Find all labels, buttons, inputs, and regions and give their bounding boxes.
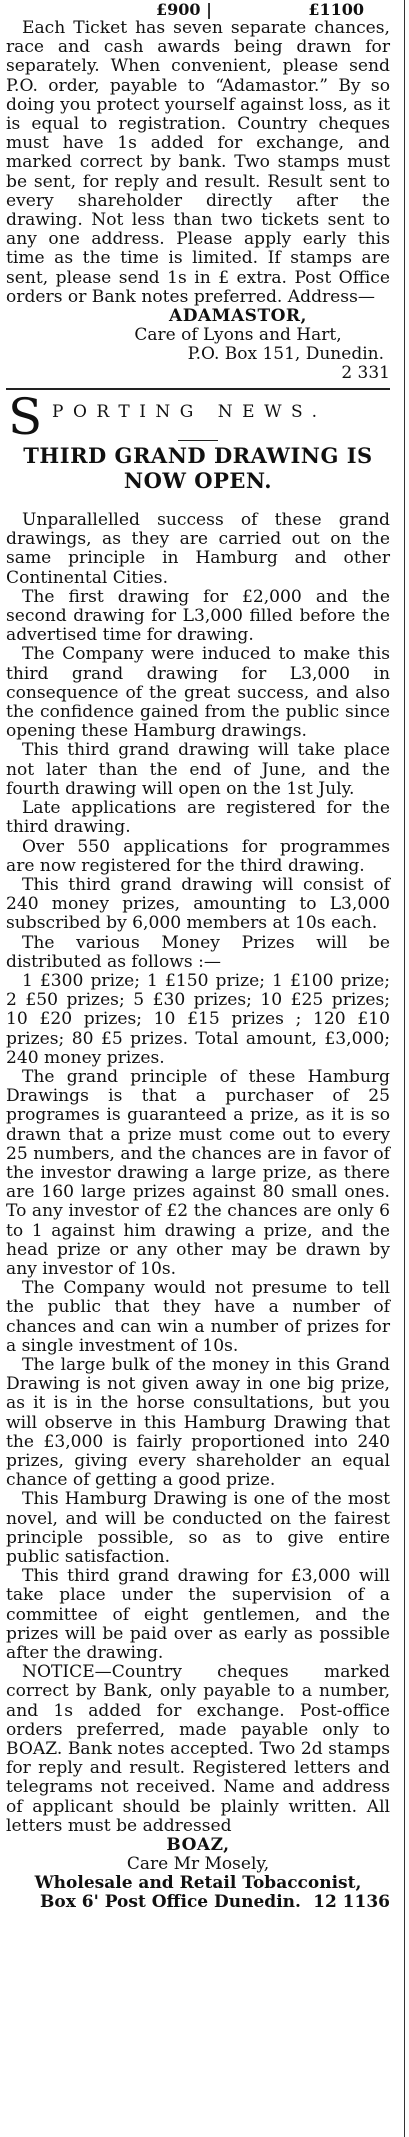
column-content (6, 0, 390, 1912)
price-row (6, 0, 390, 19)
notice-paragraph: NOTICE—Country cheques marked correct by Bank, only payable to a number, and 1s added for exchange. Post-office orders preferred, made payable only to BOAZ. Bank notes accepted. Two 2d stamps for reply and result. Registered letters and telegrams not received. Name and address of applicant should be plainly written. All letters must be addressed (6, 1662, 390, 1836)
short-rule (178, 440, 218, 441)
article-paragraph: This third grand drawing will consist of 240 money prizes, amounting to L3,000 subscribed by 6,000 members at 10s each. (6, 874, 390, 934)
drop-cap-initial: S (8, 388, 43, 447)
prize-list-paragraph: 1 £300 prize; 1 £150 prize; 1 £100 prize; 2 £50 prizes; 5 £30 prizes; 10 £25 prizes; 10 £20 prizes; 10 £15 prizes ; 120 £10 prizes; 80 £5 prizes. Total amount, £3,000; 240 money prizes. (6, 970, 390, 1068)
article-title-line-2: NOW OPEN. (123, 468, 273, 494)
signature-line-2: Wholesale and Retail Tobacconist, (34, 1873, 362, 1894)
ad-reference-number: 2 331 (341, 363, 390, 384)
article-paragraph: The Company would not presume to tell the public that they have a number of chances and can win a number of prizes for a single investment of 10s. (6, 1278, 390, 1356)
article-paragraph: This third grand drawing will take place not later than the end of June, and the fourth drawing will open on the 1st July. (6, 740, 390, 799)
ad-address-line-1: Care of Lyons and Hart, (134, 325, 342, 346)
ad-address-line-2: P.O. Box 151, Dunedin. (187, 344, 384, 365)
signature-line-3: Box 6' Post Office Dunedin. (40, 1892, 301, 1913)
article-heading (6, 388, 390, 447)
article-paragraph: Late applications are registered for the third drawing. (6, 798, 390, 838)
article-paragraph: The various Money Prizes will be distributed as follows :— (6, 932, 390, 972)
section-separator (6, 388, 390, 390)
signature-reference-number: 12 1136 (313, 1892, 390, 1913)
article-title-line-1: THIRD GRAND DRAWING IS (23, 443, 373, 469)
article-paragraph: The grand principle of these Hamburg Drawings is that a purchaser of 25 programes is guaranteed a prize, as it is so drawn that a prize must come out to every 25 numbers, and the chances are in favor of the investor drawing a large prize, as there are 160 large prizes against 80 small ones. To any investor of £2 the chances are only 6 to 1 against him drawing a prize, and the head prize or any other may be drawn by any investor of 10s. (6, 1066, 390, 1279)
signature-name: BOAZ, (166, 1835, 230, 1856)
article-paragraph: The Company were induced to make this third grand drawing for L3,000 in consequence of the great success, and also the confidence gained from the public since opening these Hamburg drawings. (6, 644, 390, 742)
article-paragraph: The first drawing for £2,000 and the second drawing for L3,000 filled before the advertised time for drawing. (6, 586, 390, 646)
article-paragraph: The large bulk of the money in this Grand Drawing is not given away in one big prize, as it is in the horse consultations, but you will observe in this Hamburg Drawing that the £3,000 is fairly proportioned into 240 prizes, giving every shareholder an equal chance of getting a good prize. (6, 1354, 390, 1491)
article-paragraph: This third grand drawing for £3,000 will take place under the supervision of a committee of eight gentlemen, and the prizes will be paid over as early as possible after the drawing. (6, 1566, 390, 1664)
ad-paragraph: Each Ticket has seven separate chances, race and cash awards being drawn for separately. When convenient, please send P.O. order, payable to “Adamastor.” By so doing you protect yourself against loss, as it is equal to registration. Country cheques must have 1s added for exchange, and marked correct by bank. Two stamps must be sent, for reply and result. Result sent to every shareholder directly after the drawing. Not less than two tickets sent to any one address. Please apply early this time as the time is limited. If stamps are sent, please send 1s in £ extra. Post Office orders or Bank notes preferred. Address— (6, 18, 390, 307)
sporting-news-article (6, 388, 390, 1913)
article-paragraph: Over 550 applications for programmes are now registered for the third drawing. (6, 836, 390, 876)
signature-line-1: Care Mr Mosely, (126, 1854, 270, 1875)
section-heading: PORTING NEWS. (52, 402, 327, 423)
price-left: £900 | (156, 0, 212, 19)
article-paragraph: This Hamburg Drawing is one of the most novel, and will be conducted on the fairest principle possible, so as to give entire public satisfaction. (6, 1489, 390, 1568)
article-paragraph: Unparallelled success of these grand drawings, as they are carried out on the same principle in Hamburg and other Continental Cities. (6, 510, 390, 588)
top-advertisement (6, 0, 390, 383)
signature-line-3-row (6, 1893, 390, 1912)
price-right: £1100 (308, 0, 364, 19)
column-rule (404, 0, 405, 2137)
ad-address-name: ADAMASTOR, (169, 306, 307, 327)
